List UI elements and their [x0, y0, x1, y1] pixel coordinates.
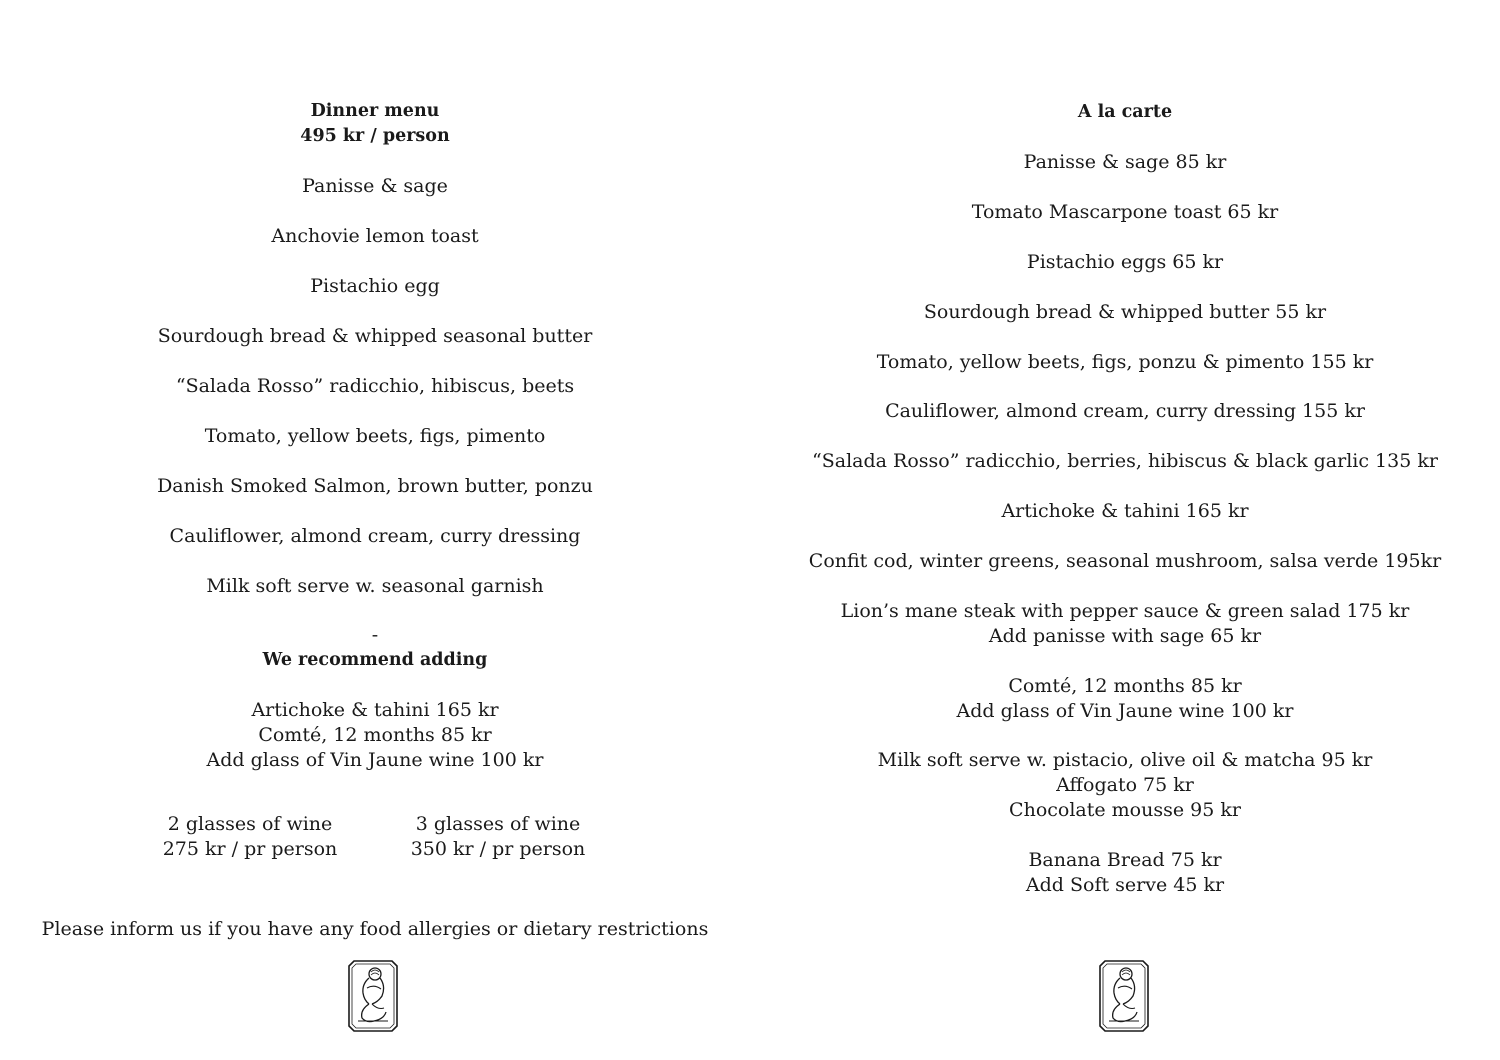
recommend-item: Add glass of Vin Jaune wine 100 kr [206, 749, 544, 771]
menu-item: Danish Smoked Salmon, brown butter, ponzu [157, 475, 593, 497]
menu-item: Tomato, yellow beets, figs, pimento [204, 425, 546, 447]
menu-item: “Salada Rosso” radicchio, hibiscus, beets [175, 375, 575, 397]
wine-option-two [140, 812, 360, 862]
menu-item: Panisse & sage [302, 175, 448, 197]
menu-item: Comté, 12 months 85 kr [1008, 675, 1242, 697]
wine-option-label: 2 glasses of wine [167, 813, 333, 835]
menu-item: Add panisse with sage 65 kr [988, 625, 1262, 647]
menu-item: Milk soft serve w. pistacio, olive oil & matcha 95 kr [877, 749, 1373, 771]
seated-figure-emblem-icon [348, 960, 398, 1032]
seated-figure-emblem-icon [1099, 960, 1149, 1032]
menu-item: Panisse & sage 85 kr [1023, 151, 1227, 173]
menu-item: Sourdough bread & whipped seasonal butter [157, 325, 593, 347]
menu-item: Sourdough bread & whipped butter 55 kr [923, 301, 1327, 323]
recommend-heading: We recommend adding [262, 650, 488, 670]
menu-item: Anchovie lemon toast [271, 225, 479, 247]
recommend-item: Artichoke & tahini 165 kr [251, 699, 499, 721]
menu-item: Affogato 75 kr [1056, 774, 1194, 796]
menu-item: Add glass of Vin Jaune wine 100 kr [956, 700, 1294, 722]
wine-option-label: 3 glasses of wine [415, 813, 581, 835]
dinner-menu-title: Dinner menu [310, 101, 440, 121]
wine-option-three [388, 812, 608, 862]
menu-item: “Salada Rosso” radicchio, berries, hibiscus & black garlic 135 kr [812, 450, 1438, 472]
menu-item: Cauliflower, almond cream, curry dressing 155 kr [885, 400, 1365, 422]
menu-item: Chocolate mousse 95 kr [1009, 799, 1241, 821]
wine-option-price: 275 kr / pr person [162, 838, 338, 860]
menu-item: Cauliflower, almond cream, curry dressing [169, 525, 581, 547]
menu-item: Banana Bread 75 kr [1028, 849, 1222, 871]
menu-item: Lion’s mane steak with pepper sauce & green salad 175 kr [840, 600, 1410, 622]
menu-item: Confit cod, winter greens, seasonal mushroom, salsa verde 195kr [808, 550, 1442, 572]
menu-item: Tomato, yellow beets, figs, ponzu & pimento 155 kr [876, 351, 1374, 373]
allergy-note: Please inform us if you have any food allergies or dietary restrictions [41, 918, 709, 940]
wine-option-price: 350 kr / pr person [410, 838, 586, 860]
separator-dash: - [371, 624, 379, 646]
menu-item: Add Soft serve 45 kr [1025, 874, 1225, 896]
a-la-carte-page [750, 0, 1500, 1060]
menu-item: Milk soft serve w. seasonal garnish [206, 575, 544, 597]
menu-item: Tomato Mascarpone toast 65 kr [971, 201, 1279, 223]
recommend-item: Comté, 12 months 85 kr [258, 724, 492, 746]
a-la-carte-title: A la carte [1077, 102, 1173, 122]
menu-item: Artichoke & tahini 165 kr [1001, 500, 1249, 522]
menu-item: Pistachio eggs 65 kr [1026, 251, 1224, 273]
dinner-menu-price: 495 kr / person [300, 126, 450, 146]
menu-item: Pistachio egg [310, 275, 440, 297]
